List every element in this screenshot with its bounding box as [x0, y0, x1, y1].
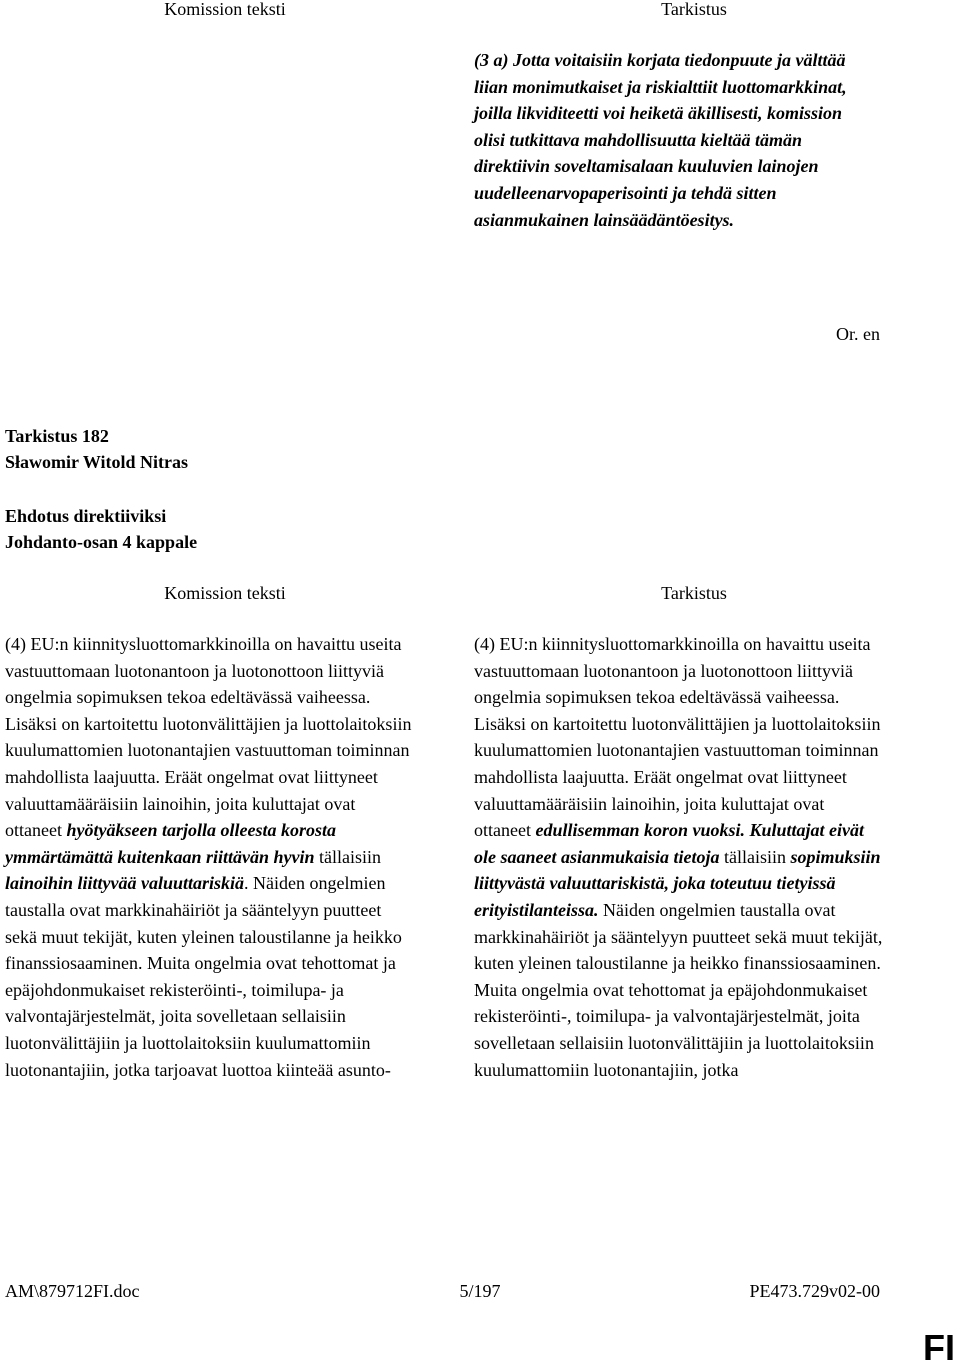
original-language: Or. en: [836, 324, 880, 344]
commission-text: [5, 631, 415, 1083]
proposal-label: Ehdotus direktiiviksi: [5, 506, 167, 526]
left-column-header: Komission teksti: [164, 583, 286, 603]
commission-text-part: . Näiden ongelmien taustalla ovat markkinahäiriöt ja sääntelyyn puutteet sekä muut tekijät, kuten yleinen taloustilanne ja heikko finanssiosaaminen. Muita ongelmia ovat tehottomat ja epäjohdonmukaiset rekisteröinti-, toimilupa- ja valvontajärjestelmät, joita sovelletaan sellaisiin luotonvälittäjiin ja luottolaitoksiin kuulumattomiin luotonantajiin, jotka tarjoavat luottoa kiinteää asunto-: [5, 873, 402, 1080]
commission-text-highlight: lainoihin liittyvää valuuttariskiä: [5, 873, 245, 894]
amendment-text-3a: (3 a) Jotta voitaisiin korjata tiedonpuute ja välttää liian monimutkaiset ja riskialttiit luottomarkkinat, joilla likviditeetti voi heiketä äkillisesti, komission olisi tutkittava mahdollisuutta kieltää tämän direktiivin soveltamisalaan kuuluvien lainojen uudelleenarvopaperisointi ja tehdä sitten asianmukainen lainsäädäntöesitys.: [474, 50, 847, 230]
amendment-text-part: Näiden ongelmien taustalla ovat markkinahäiriöt ja sääntelyyn puutteet sekä muut tekijät, kuten yleinen taloustilanne ja heikko finanssiosaaminen. Muita ongelmia ovat tehottomat ja epäjohdonmukaiset rekisteröinti-, toimilupa- ja valvontajärjestelmät, joita sovelletaan sellaisiin luotonvälittäjiin ja luottolaitoksiin kuulumattomiin luotonantajiin, jotka: [474, 899, 883, 1080]
language-code: FI: [923, 1327, 955, 1368]
amendment-author: Sławomir Witold Nitras: [5, 452, 189, 472]
commission-text-part: (4) EU:n kiinnitysluottomarkkinoilla on havaittu useita vastuuttomaan luotonantoon ja luotonottoon liittyviä ongelmia sopimuksen tekoa edeltävässä vaiheessa. Lisäksi on kartoitettu luotonvälittäjien ja luottolaitoksiin kuulumattomien luotonantajien vastuuttoman toiminnan mahdollista laajuutta. Eräät ongelmat ovat liittyneet valuuttamääräisiin lainoihin, joita kuluttajat ovat ottaneet: [5, 634, 412, 841]
amendment-text-part: (4) EU:n kiinnitysluottomarkkinoilla on havaittu useita vastuuttomaan luotonantoon ja luotonottoon liittyviä ongelmia sopimuksen tekoa edeltävässä vaiheessa. Lisäksi on kartoitettu luotonvälittäjien ja luottolaitoksiin kuulumattomien luotonantajien vastuuttoman toiminnan mahdollista laajuutta. Eräät ongelmat ovat liittyneet valuuttamääräisiin lainoihin, joita kuluttajat ovat ottaneet: [474, 634, 881, 841]
amendment-text: [474, 631, 884, 1083]
amendment-text-part: tällaisiin: [719, 846, 791, 867]
right-column-header: Tarkistus: [661, 0, 727, 19]
commission-text-highlight: hyötyäkseen tarjolla olleesta korosta ymmärtämättä kuitenkaan riittävän hyvin: [5, 820, 336, 867]
amendment-text-highlight: sopimuksiin liittyvästä valuuttariskistä, joka toteutuu tietyissä erityistilanteissa.: [474, 846, 881, 920]
footer-pe-ref: PE473.729v02-00: [749, 1281, 880, 1301]
amendment-title: Tarkistus 182: [5, 426, 109, 446]
footer-page-number: 5/197: [459, 1281, 501, 1301]
amendment-number: [5, 423, 109, 450]
left-column-header: Komission teksti: [164, 0, 286, 19]
commission-text-part: tällaisiin: [314, 846, 382, 867]
footer-doc-ref: AM\879712FI.doc: [5, 1281, 140, 1301]
amendment-text-highlight: edullisemman koron vuoksi. Kuluttajat eivät ole saaneet asianmukaisia tietoja: [474, 820, 865, 867]
recital-reference: Johdanto-osan 4 kappale: [5, 532, 198, 552]
right-column-header: Tarkistus: [661, 583, 727, 603]
